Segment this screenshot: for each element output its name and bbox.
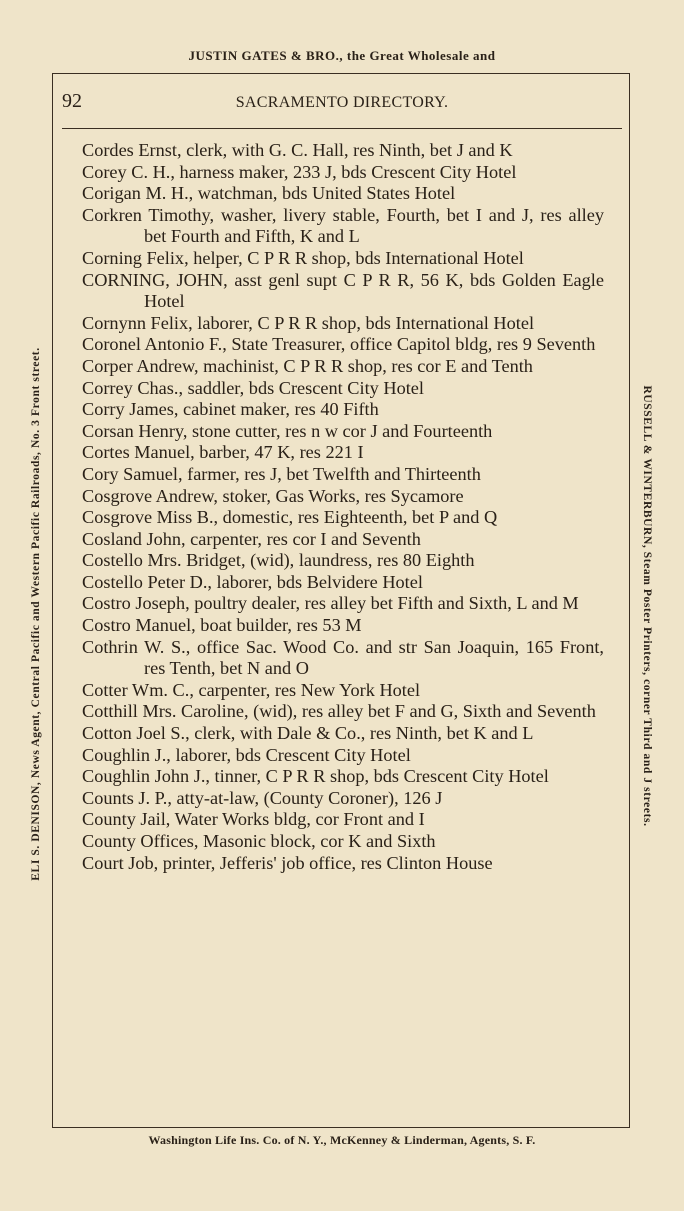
directory-entry: Coughlin John J., tinner, C P R R shop, bds Crescent City Hotel <box>82 766 549 787</box>
directory-entry: Cortes Manuel, barber, 47 K, res 221 I <box>82 442 364 463</box>
directory-entry: Costro Joseph, poultry dealer, res alley bet Fifth and Sixth, L and M <box>82 593 579 614</box>
left-side-advertisement: ELI S. DENISON, News Agent, Central Pacific and Western Pacific Railroads, No. 3 Front street. <box>30 347 42 881</box>
directory-entry: County Jail, Water Works bldg, cor Front and I <box>82 809 425 830</box>
directory-entry: Corigan M. H., watchman, bds United States Hotel <box>82 183 456 204</box>
top-advertisement: JUSTIN GATES & BRO., the Great Wholesale and <box>188 48 496 63</box>
directory-entry: Corry James, cabinet maker, res 40 Fifth <box>82 399 379 420</box>
directory-entry: Costello Mrs. Bridget, (wid), laundress, res 80 Eighth <box>82 550 475 571</box>
directory-entry: CORNING, JOHN, asst genl supt C P R R, 56 K, bds Golden Eagle Hotel <box>82 269 604 312</box>
directory-entry: Coughlin J., laborer, bds Crescent City Hotel <box>82 744 411 765</box>
directory-entry: Cotton Joel S., clerk, with Dale & Co., res Ninth, bet K and L <box>82 723 534 744</box>
page-number: 92 <box>62 90 82 112</box>
right-side-advertisement: RUSSELL & WINTERBURN, Steam Poster Printers, corner Third and J streets. <box>641 385 653 827</box>
directory-entry: Costello Peter D., laborer, bds Belvidere Hotel <box>82 571 423 592</box>
running-head: SACRAMENTO DIRECTORY. <box>235 94 449 111</box>
directory-entry: Court Job, printer, Jefferis' job office, res Clinton House <box>82 852 493 873</box>
directory-entry: Corkren Timothy, washer, livery stable, Fourth, bet I and J, res alley bet Fourth and Fifth, K and L <box>82 204 604 247</box>
directory-entry: Coronel Antonio F., State Treasurer, office Capitol bldg, res 9 Seventh <box>82 334 596 355</box>
directory-entry: Cornynn Felix, laborer, C P R R shop, bds International Hotel <box>82 312 535 333</box>
directory-entry: Cosgrove Miss B., domestic, res Eighteenth, bet P and Q <box>82 507 498 528</box>
directory-entry: Cory Samuel, farmer, res J, bet Twelfth and Thirteenth <box>82 463 481 484</box>
directory-entry: Cosgrove Andrew, stoker, Gas Works, res Sycamore <box>82 485 464 506</box>
directory-entry: Corey C. H., harness maker, 233 J, bds Crescent City Hotel <box>82 161 517 182</box>
directory-entry: Cotter Wm. C., carpenter, res New York Hotel <box>82 679 421 700</box>
bottom-advertisement: Washington Life Ins. Co. of N. Y., McKenney & Linderman, Agents, S. F. <box>148 1133 536 1147</box>
directory-entry: Corsan Henry, stone cutter, res n w cor J and Fourteenth <box>82 420 493 441</box>
directory-entry: County Offices, Masonic block, cor K and Sixth <box>82 831 436 851</box>
directory-entry: Counts J. P., atty-at-law, (County Coroner), 126 J <box>82 787 443 808</box>
directory-entries <box>82 140 604 874</box>
directory-entry: Cordes Ernst, clerk, with G. C. Hall, res Ninth, bet J and K <box>82 140 513 160</box>
directory-entry: Cotthill Mrs. Caroline, (wid), res alley bet F and G, Sixth and Seventh <box>82 701 596 722</box>
directory-entry: Cosland John, carpenter, res cor I and Seventh <box>82 528 421 549</box>
header-rule <box>62 128 622 129</box>
directory-entry: Corper Andrew, machinist, C P R R shop, res cor E and Tenth <box>82 355 533 376</box>
directory-entry: Correy Chas., saddler, bds Crescent City Hotel <box>82 377 424 398</box>
directory-entry: Corning Felix, helper, C P R R shop, bds International Hotel <box>82 247 524 268</box>
directory-entry: Costro Manuel, boat builder, res 53 M <box>82 615 362 636</box>
directory-entry: Cothrin W. S., office Sac. Wood Co. and str San Joaquin, 165 Front, res Tenth, bet N and O <box>82 636 604 679</box>
